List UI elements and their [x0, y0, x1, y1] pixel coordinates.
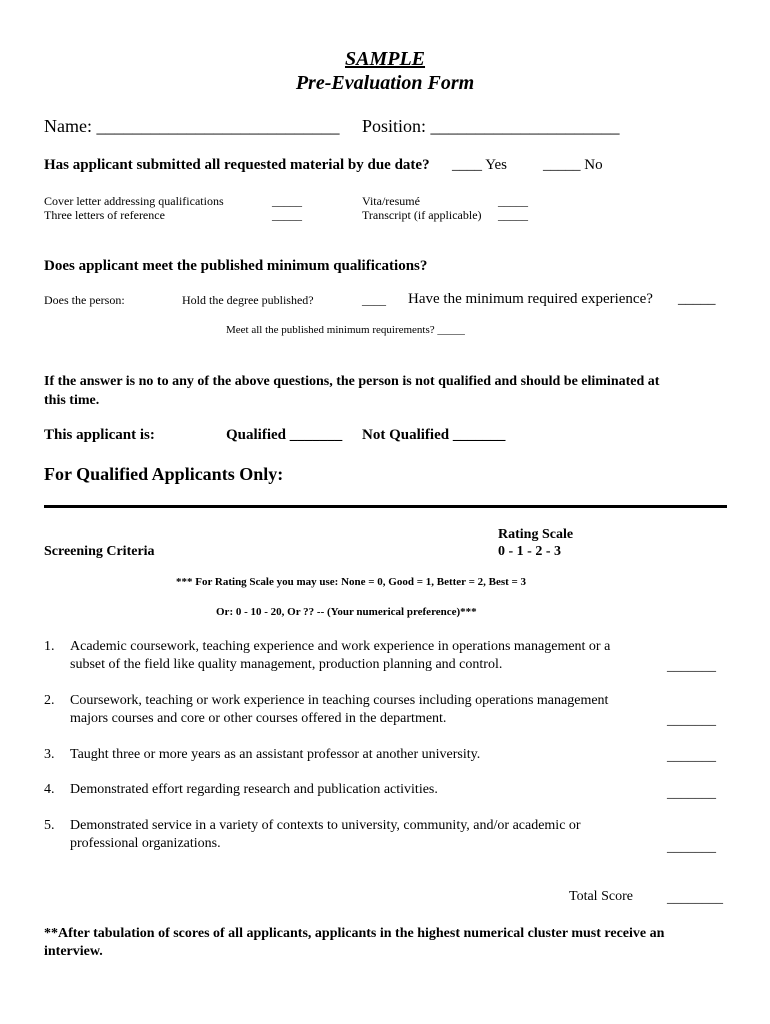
total-score-label: Total Score: [569, 889, 633, 904]
rating-scale-values: 0 - 1 - 2 - 3: [498, 544, 561, 559]
form-title: Pre-Evaluation Form: [295, 72, 475, 94]
criterion-text: Demonstrated service in a variety of contexts to university, community, and/or academic or: [70, 818, 581, 833]
criterion-number: 3.: [44, 747, 55, 762]
rating-scale-title: Rating Scale: [498, 527, 574, 542]
materials-no-option: _____ No: [543, 157, 603, 173]
criterion-number: 4.: [44, 782, 55, 797]
rating-scale-alt-note: Or: 0 - 10 - 20, Or ?? -- (Your numerical preference)***: [216, 606, 477, 618]
qualified-applicants-heading: For Qualified Applicants Only:: [44, 464, 284, 484]
criterion-score-blank: _______: [667, 840, 716, 855]
screening-criteria-label: Screening Criteria: [44, 544, 155, 559]
experience-blank: _____: [678, 291, 716, 307]
material-item-label: Three letters of reference: [44, 208, 165, 222]
name-field-label: Name: ___________________________: [44, 116, 340, 136]
material-item-label: Transcript (if applicable): [362, 208, 482, 222]
criterion-score-blank: _______: [667, 713, 716, 728]
material-item-label: Vita/resumé: [362, 194, 420, 208]
criterion-text-cont: majors courses and core or other courses offered in the department.: [70, 711, 447, 726]
criterion-text: Academic coursework, teaching experience and work experience in operations management or a: [70, 639, 611, 654]
hold-degree-blank: ____: [362, 293, 386, 307]
elimination-statement: If the answer is no to any of the above questions, the person is not qualified and should be eliminated at: [44, 374, 660, 389]
total-score-blank: ________: [667, 891, 723, 906]
hold-degree-label: Hold the degree published?: [182, 293, 314, 307]
criterion-text-cont: subset of the field like quality management, production planning and control.: [70, 657, 503, 672]
form-sample-label: SAMPLE: [344, 48, 426, 70]
criterion-text: Demonstrated effort regarding research and publication activities.: [70, 782, 438, 797]
material-item-blank: _____: [272, 208, 302, 222]
criterion-number: 1.: [44, 639, 55, 654]
material-item-blank: _____: [498, 208, 528, 222]
qualified-option: Qualified _______: [226, 427, 343, 443]
criterion-text: Taught three or more years as an assistant professor at another university.: [70, 747, 481, 762]
qualifications-question: Does applicant meet the published minimum qualifications?: [44, 258, 428, 274]
elimination-statement-cont: this time.: [44, 393, 100, 408]
criterion-number: 2.: [44, 693, 55, 708]
criterion-number: 5.: [44, 818, 55, 833]
does-person-label: Does the person:: [44, 293, 125, 307]
materials-question: Has applicant submitted all requested material by due date?: [44, 157, 430, 173]
meet-all-requirements: Meet all the published minimum requirements? _____: [226, 324, 465, 336]
section-divider: [44, 505, 727, 508]
materials-yes-option: ____ Yes: [452, 157, 508, 173]
criterion-score-blank: _______: [667, 749, 716, 764]
footer-note-cont: interview.: [44, 944, 103, 959]
material-item-label: Cover letter addressing qualifications: [44, 194, 224, 208]
criterion-score-blank: _______: [667, 659, 716, 674]
rating-scale-note: *** For Rating Scale you may use: None = 0, Good = 1, Better = 2, Best = 3: [176, 576, 527, 588]
experience-label: Have the minimum required experience?: [408, 291, 653, 307]
criterion-text: Coursework, teaching or work experience in teaching courses including operations management: [70, 693, 609, 708]
material-item-blank: _____: [498, 194, 528, 208]
material-item-blank: _____: [272, 194, 302, 208]
criterion-score-blank: _______: [667, 786, 716, 801]
applicant-status-label: This applicant is:: [44, 427, 155, 443]
footer-note: **After tabulation of scores of all applicants, applicants in the highest numerical cluster must receive an: [44, 926, 665, 941]
criterion-text-cont: professional organizations.: [70, 836, 221, 851]
position-field-label: Position: _____________________: [362, 116, 620, 136]
not-qualified-option: Not Qualified _______: [362, 427, 506, 443]
